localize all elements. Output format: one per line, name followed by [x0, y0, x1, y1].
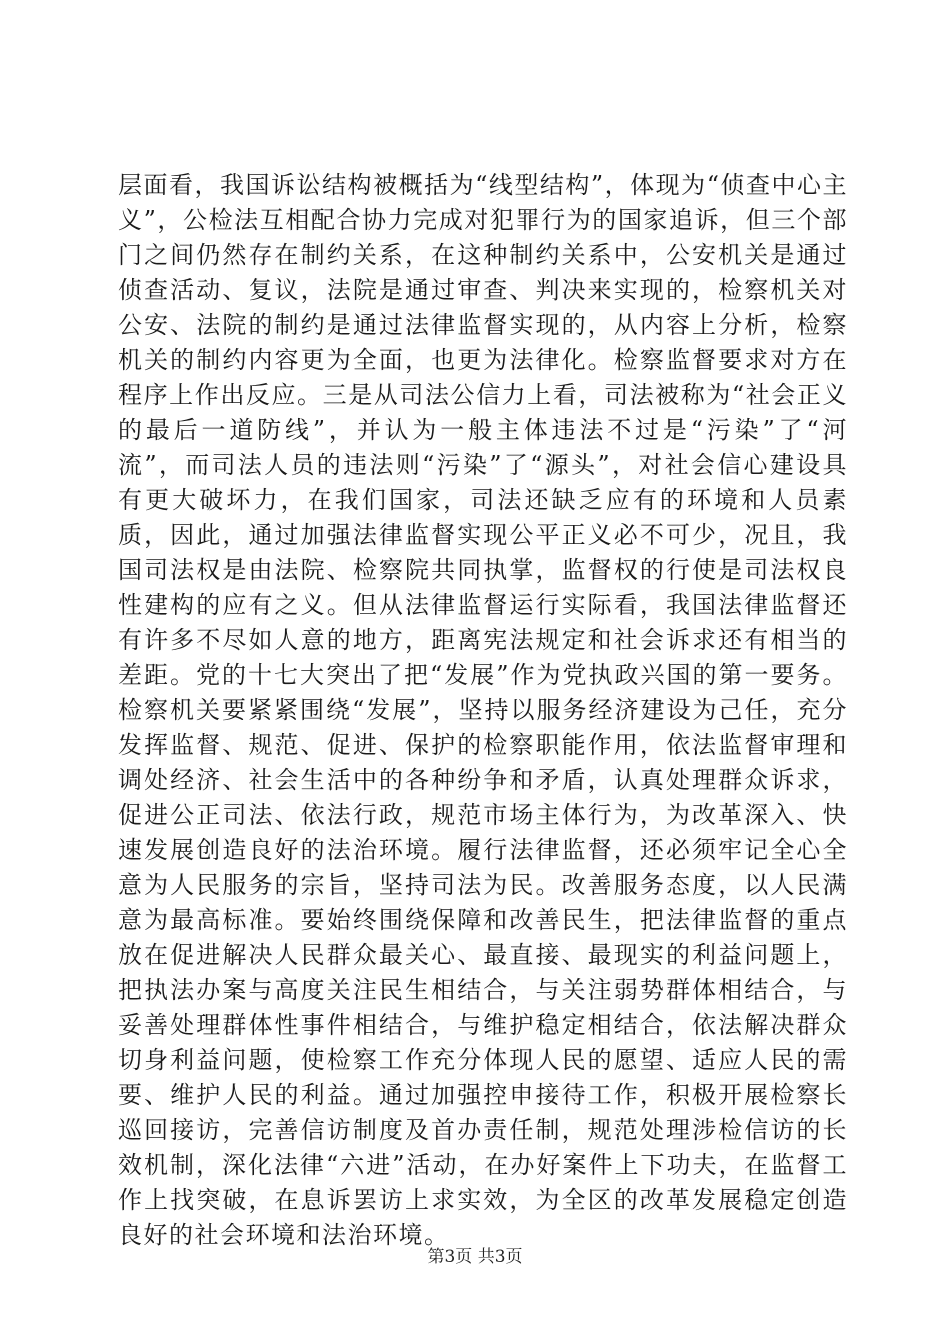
- page-footer: 第3页 共3页: [427, 1247, 523, 1267]
- body-paragraph: 层面看，我国诉讼结构被概括为“线型结构”，体现为“侦查中心主义”，公检法互相配合协力完成对犯罪行为的国家追诉，但三个部门之间仍然存在制约关系，在这种制约关系中，公安机关是通过侦查活动、复议，法院是通过审查、判决来实现的，检察机关对公安、法院的制约是通过法律监督实现的，从内容上分析，检察机关的制约内容更为全面，也更为法律化。检察监督要求对方在程序上作出反应。三是从司法公信力上看，司法被称为“社会正义的最后一道防线”，并认为一般主体违法不过是“污染”了“河流”，而司法人员的违法则“污染”了“源头”，对社会信心建设具有更大破坏力，在我们国家，司法还缺乏应有的环境和人员素质，因此，通过加强法律监督实现公平正义必不可少，况且，我国司法权是由法院、检察院共同执掌，监督权的行使是司法权良性建构的应有之义。但从法律监督运行实际看，我国法律监督还有许多不尽如人意的地方，距离宪法规定和社会诉求还有相当的差距。党的十七大突出了把“发展”作为党执政兴国的第一要务。检察机关要紧紧围绕“发展”，坚持以服务经济建设为己任，充分发挥监督、规范、促进、保护的检察职能作用，依法监督审理和调处经济、社会生活中的各种纷争和矛盾，认真处理群众诉求，促进公正司法、依法行政，规范市场主体行为，为改革深入、快速发展创造良好的法治环境。履行法律监督，还必须牢记全心全意为人民服务的宗旨，坚持司法为民。改善服务态度，以人民满意为最高标准。要始终围绕保障和改善民生，把法律监督的重点放在促进解决人民群众最关心、最直接、最现实的利益问题上，把执法办案与高度关注民生相结合，与关注弱势群体相结合，与妥善处理群体性事件相结合，与维护稳定相结合，依法解决群众切身利益问题，使检察工作充分体现人民的愿望、适应人民的需要、维护人民的利益。通过加强控申接待工作，积极开展检察长巡回接访，完善信访制度及首办责任制，规范处理涉检信访的长效机制，深化法律“六进”活动，在办好案件上下功夫，在监督工作上找突破，在息诉罢访上求实效，为全区的改革发展稳定创造良好的社会环境和法治环境。: [118, 171, 848, 1249]
